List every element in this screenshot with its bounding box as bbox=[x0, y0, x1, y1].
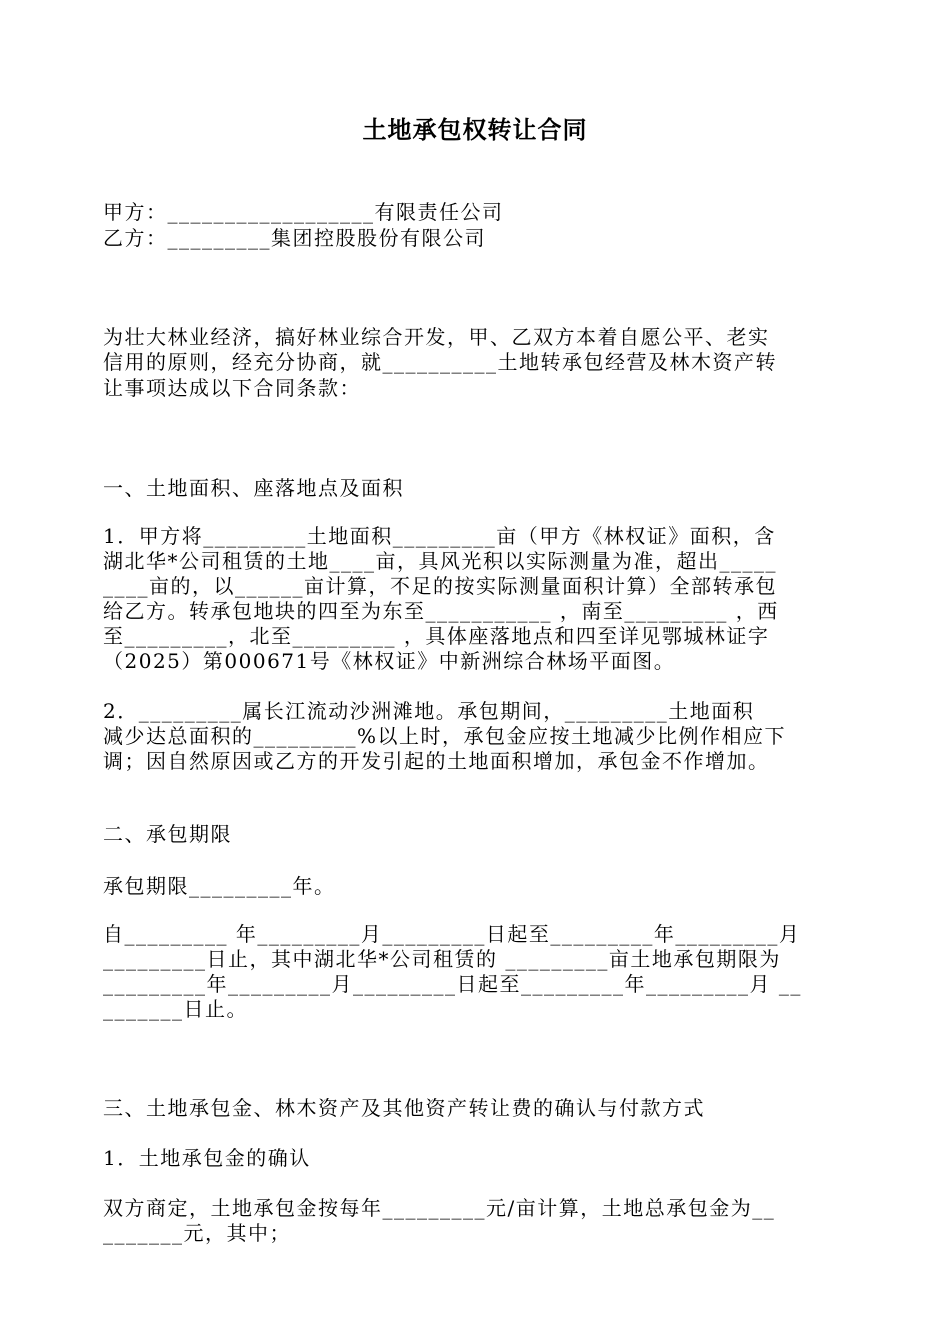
term-detail-line-2: _________日止，其中湖北华*公司租赁的 _________亩土地承包期限为 bbox=[103, 947, 781, 971]
party-a-line: 甲方：__________________有限责任公司 bbox=[103, 200, 504, 224]
term-detail-line-3: _________年_________月_________日起至_________年_________月 __ bbox=[103, 972, 802, 996]
clause-1-line-3: ____亩的，以______亩计算，不足的按实际测量面积计算）全部转承包 bbox=[103, 574, 777, 598]
subsection-3-1-heading: 1．土地承包金的确认 bbox=[103, 1146, 311, 1170]
section-1-heading: 一、土地面积、座落地点及面积 bbox=[103, 476, 404, 500]
intro-line-2: 信用的原则，经充分协商，就__________土地转承包经营及林木资产转 bbox=[103, 350, 777, 374]
term-detail-line-4: _______日止。 bbox=[103, 997, 248, 1021]
intro-line-3: 让事项达成以下合同条款： bbox=[103, 376, 361, 400]
clause-1-line-4: 给乙方。转承包地块的四至为东至___________ ，南至_________ ，西 bbox=[103, 599, 779, 623]
clause-1-line-2: 湖北华*公司租赁的土地____亩，具风光积以实际测量为准，超出_____ bbox=[103, 549, 777, 573]
party-b-line: 乙方：_________集团控股股份有限公司 bbox=[103, 226, 486, 250]
term-line: 承包期限_________年。 bbox=[103, 874, 336, 898]
section-2-heading: 二、承包期限 bbox=[103, 822, 232, 846]
clause-2-line-2: 减少达总面积的_________%以上时，承包金应按土地减少比例作相应下 bbox=[103, 724, 787, 748]
clause-1-line-5: 至_________，北至_________ ，具体座落地点和四至详见鄂城林证字 bbox=[103, 624, 770, 648]
clause-2-line-1: 2．_________属长江流动沙洲滩地。承包期间，_________土地面积 bbox=[103, 699, 755, 723]
clause-1-line-6: （2025）第000671号《林权证》中新洲综合林场平面图。 bbox=[103, 649, 676, 673]
intro-line-1: 为壮大林业经济，搞好林业综合开发，甲、乙双方本着自愿公平、老实 bbox=[103, 325, 770, 349]
payment-line-2: _______元，其中； bbox=[103, 1221, 291, 1245]
section-3-heading: 三、土地承包金、林木资产及其他资产转让费的确认与付款方式 bbox=[103, 1096, 705, 1120]
payment-line-1: 双方商定，土地承包金按每年_________元/亩计算，土地总承包金为__ bbox=[103, 1196, 776, 1220]
clause-2-line-3: 调；因自然原因或乙方的开发引起的土地面积增加，承包金不作增加。 bbox=[103, 749, 770, 773]
term-detail-line-1: 自_________ 年_________月_________日起至_________年_________月 bbox=[103, 922, 801, 946]
clause-1-line-1: 1．甲方将_________土地面积_________亩（甲方《林权证》面积，含 bbox=[103, 524, 776, 548]
document-title: 土地承包权转让合同 bbox=[362, 116, 588, 144]
